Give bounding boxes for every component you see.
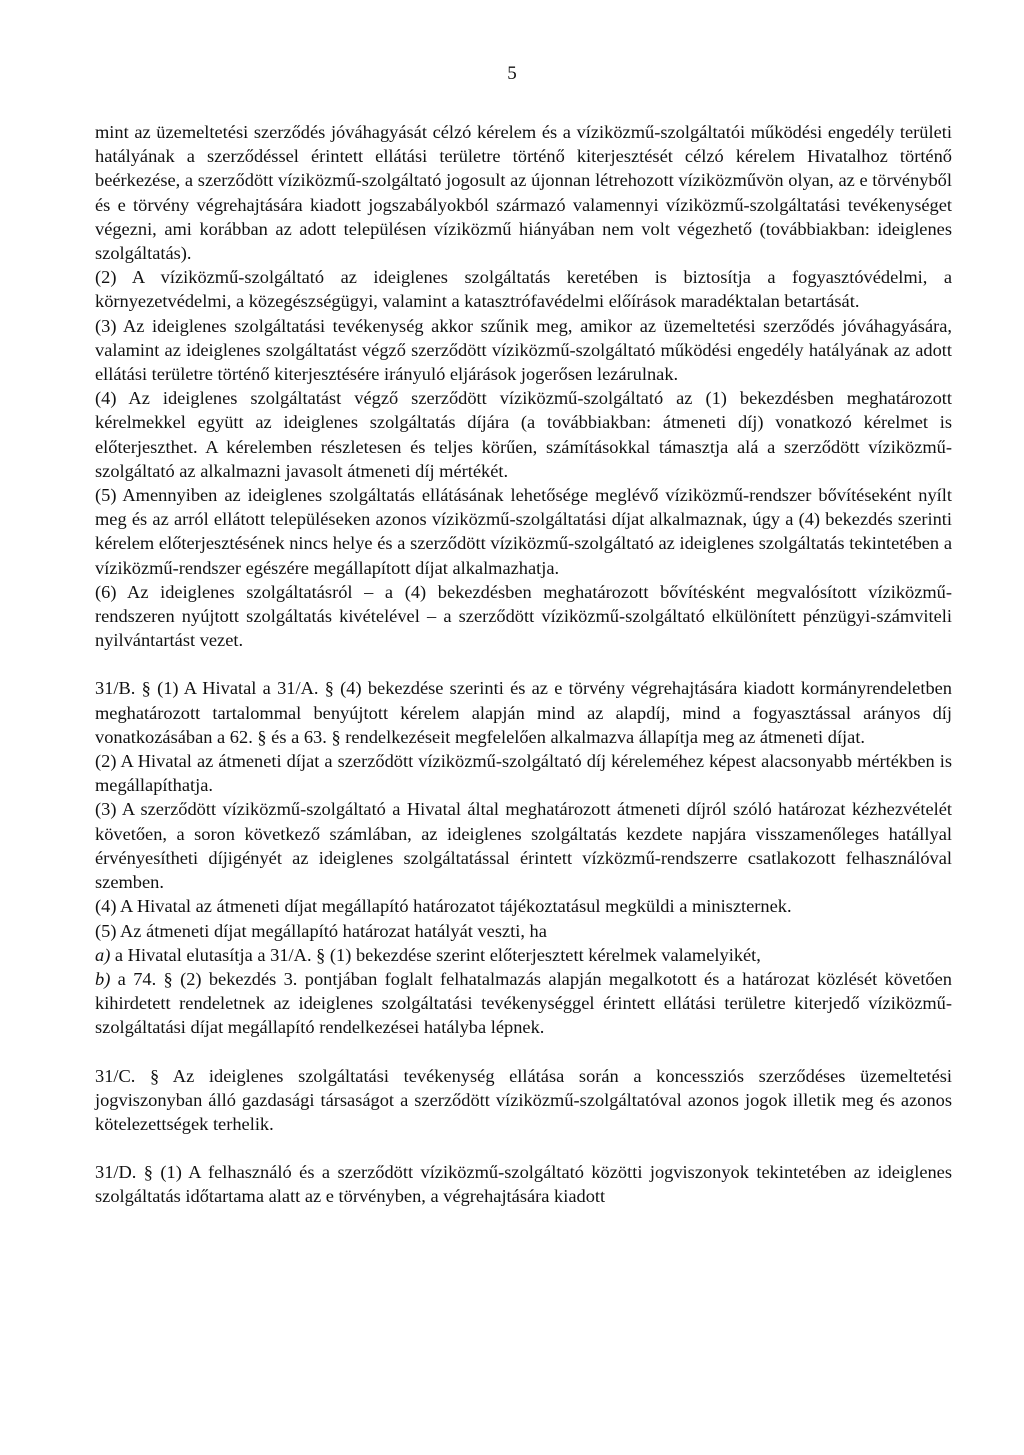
list-text-b: a 74. § (2) bekezdés 3. pontjában foglalt felhatalmazás alapján megalkotott és a határozat közlését követően kihirdetett rendeletnek az ideiglenes szolgáltatási tevékenységgel érintett ellátási területre kiterjedő víziközmű-szolgáltatási díjat megállapító rendelkezései hatályba lépnek.: [95, 968, 952, 1038]
list-item-a: [95, 943, 952, 967]
paragraph-31a-3: (3) Az ideiglenes szolgáltatási tevékenység akkor szűnik meg, amikor az üzemeltetési szerződés jóváhagyására, valamint az ideiglenes szolgáltatást végző szerződött víziközmű-szolgáltató működési engedély hatályának az adott ellátási területre történő kiterjesztésére irányuló eljárások jogerősen lezárulnak.: [95, 315, 952, 385]
paragraph-31b-2: (2) A Hivatal az átmeneti díjat a szerződött víziközmű-szolgáltató díj kéreleméhez képest alacsonyabb mértékben is megállapíthatja.: [95, 751, 952, 796]
list-label-b: b): [95, 968, 111, 989]
paragraph-31a-6: (6) Az ideiglenes szolgáltatásról – a (4) bekezdésben meghatározott bővítésként megvalósított víziközmű-rendszeren nyújtott szolgáltatás kivételével – a szerződött víziközmű-szolgáltató elkülönített pénzügyi-számviteli nyilvántartást vezet.: [95, 581, 952, 651]
paragraph-31b-3: (3) A szerződött víziközmű-szolgáltató a Hivatal által meghatározott átmeneti díjról szóló határozat kézhezvételét követően, a soron következő számlában, az ideiglenes szolgáltatás kezdete napjára visszamenőleges hatállyal érvényesítheti díjigényét az ideiglenes szolgáltatással érintett vízközmű-rendszerre csatlakozott felhasználóval szemben.: [95, 799, 952, 893]
paragraph-31c: 31/C. § Az ideiglenes szolgáltatási tevékenység ellátása során a koncessziós szerződéses üzemeltetési jogviszonyban álló gazdasági társaságot a szerződött víziközmű-szolgáltatóval azonos jogok illetik meg és azonos kötelezettségek terhelik.: [95, 1065, 952, 1134]
paragraph-31d-1: 31/D. § (1) A felhasználó és a szerződött víziközmű-szolgáltató közötti jogviszonyok tekintetében az ideiglenes szolgáltatás időtartama alatt az e törvényben, a végrehajtására kiadott: [95, 1162, 952, 1207]
list-label-a: a): [95, 944, 111, 965]
paragraph-31b-4: (4) A Hivatal az átmeneti díjat megállapító határozatot tájékoztatásul megküldi a miniszternek.: [95, 896, 792, 917]
paragraph-31a-5: (5) Amennyiben az ideiglenes szolgáltatás ellátásának lehetősége meglévő víziközmű-rendszer bővítéseként nyílt meg és az arról ellátott településeken azonos víziközmű-szolgáltatási díjat alkalmaznak, úgy a (4) bekezdés szerinti kérelem előterjesztésének nincs helye és a szerződött víziközmű-szolgáltató az ideiglenes szolgáltatás tekintetében a víziközmű-rendszer egészére megállapított díjat alkalmazhatja.: [95, 485, 952, 578]
paragraph-31b-5: (5) Az átmeneti díjat megállapító határozat hatályát veszti, ha: [95, 920, 547, 941]
list-text-a: a Hivatal elutasítja a 31/A. § (1) bekezdése szerint előterjesztett kérelmek valamelyikét,: [110, 944, 761, 965]
paragraph-31a-2: (2) A víziközmű-szolgáltató az ideiglenes szolgáltatás keretében is biztosítja a fogyasztóvédelmi, a környezetvédelmi, a közegészségügyi, valamint a katasztrófavédelmi előírások maradéktalan betartását.: [95, 267, 952, 312]
list-item-b: [95, 967, 952, 1040]
paragraph-31a-4: (4) Az ideiglenes szolgáltatást végző szerződött víziközmű-szolgáltató az (1) bekezdésben meghatározott kérelmekkel együtt az ideiglenes szolgáltatás díjára (a továbbiakban: átmeneti díj) vonatkozó kérelmet is előterjeszthet. A kérelemben részletesen és teljes körűen, számításokkal támasztja alá a szerződött víziközmű-szolgáltató az alkalmazni javasolt átmeneti díj mértékét.: [95, 388, 952, 481]
paragraph-31b-1: 31/B. § (1) A Hivatal a 31/A. § (4) bekezdése szerinti és az e törvény végrehajtására kiadott kormányrendeletben meghatározott tartalommal benyújtott kérelem alapján mind az alapdíj, mind a fogyasztással arányos díj vonatkozásában a 62. § és a 63. § rendelkezéseit megfelelően alkalmazva állapítja meg az átmeneti díjat.: [95, 678, 952, 747]
paragraph-31a-1-continuation: mint az üzemeltetési szerződés jóváhagyását célzó kérelem és a víziközmű-szolgáltatói működési engedély területi hatályának a szerződéssel érintett ellátási területre történő kiterjesztését célzó kérelem Hivatalhoz történő beérkezése, a szerződött víziközmű-szolgáltató jogosult az újonnan létrehozott víziközművön olyan, az e törvényből és e törvény végrehajtására kiadott jogszabályokból származó valamennyi víziközmű-szolgáltatási tevékenységet végezni, ami korábban az adott településen víziközmű hiányában nem volt végezhető (továbbiakban: ideiglenes szolgáltatás).: [95, 122, 952, 264]
page-number: 5: [507, 63, 517, 84]
document-body: [95, 120, 952, 1209]
